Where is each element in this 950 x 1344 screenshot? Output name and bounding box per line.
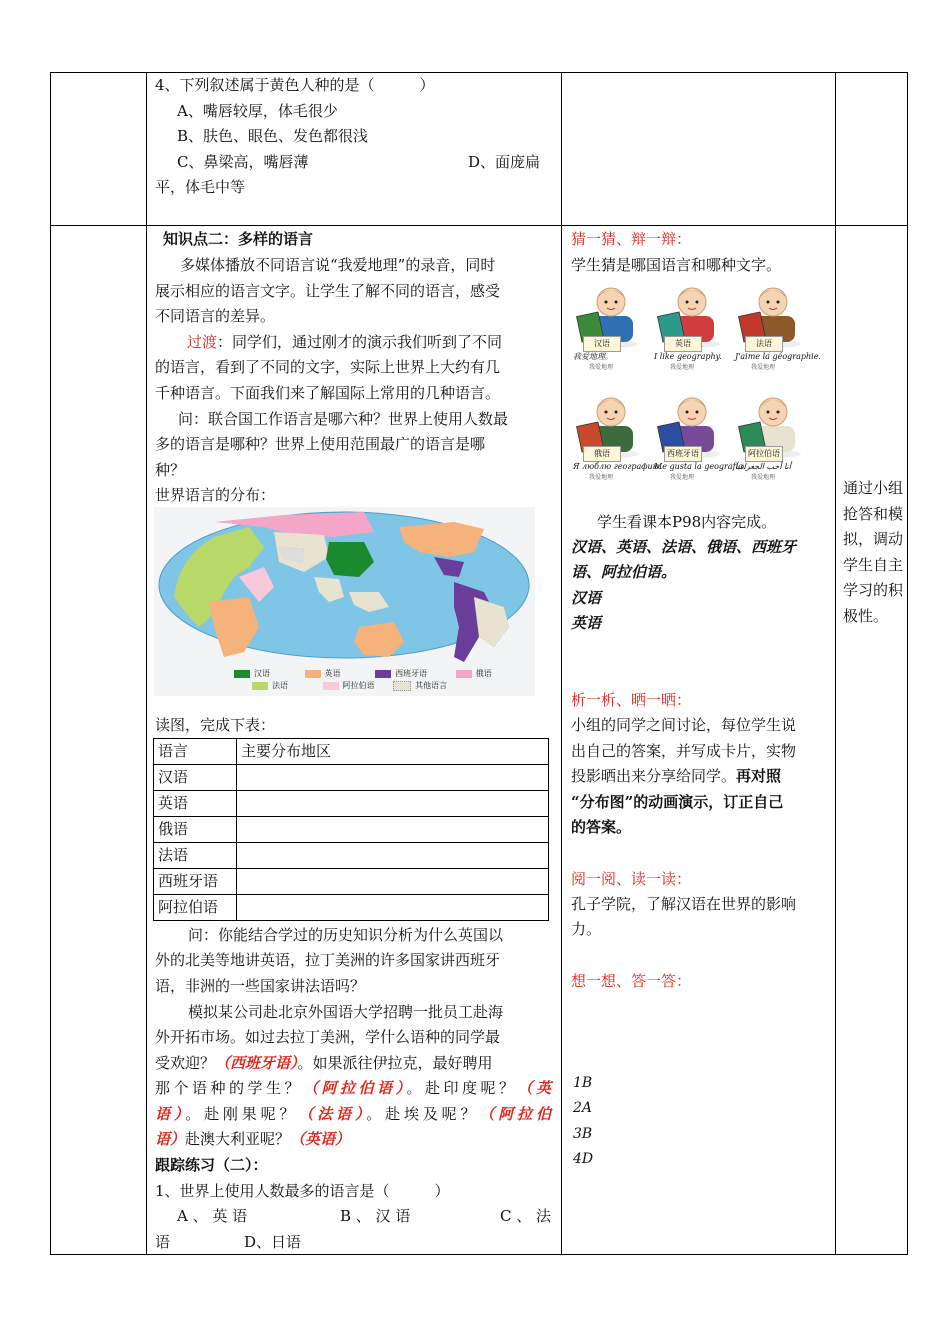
q4-option-d-start: D、面庞扁 bbox=[468, 153, 541, 171]
practice-1-stem: 1、世界上使用人数最多的语言是（ ） bbox=[155, 1182, 450, 1200]
table-header-row bbox=[154, 739, 549, 765]
practice-1-option-c-end: 语 bbox=[155, 1233, 171, 1251]
transition-line-3: 千种语言。下面我们来了解国际上常用的几种语言。 bbox=[155, 384, 501, 402]
intro-line-1: 多媒体播放不同语言说“我爱地理”的录音，同时 bbox=[180, 256, 496, 274]
sim-line-5: 语）。赴刚果呢？（法语）。赴埃及呢？（阿拉伯 bbox=[155, 1105, 551, 1123]
history-q-line-1: 问：你能结合学过的历史知识分析为什么英国以 bbox=[188, 926, 504, 944]
table-row bbox=[154, 817, 549, 843]
table-row bbox=[154, 791, 549, 817]
kid-language-tag: 俄语 bbox=[583, 446, 621, 462]
kid-card bbox=[652, 278, 733, 388]
answer-french: （法语） bbox=[298, 1105, 367, 1123]
intro-line-3: 不同语言的差异。 bbox=[155, 307, 276, 325]
kid-phrase: J'aime la géographie. bbox=[735, 352, 821, 361]
kid-phrase: Я люблю географию. bbox=[573, 462, 663, 471]
header-region: 主要分布地区 bbox=[237, 739, 549, 765]
answer-english: （英语） bbox=[290, 1130, 351, 1148]
analyze-line-1: 小组的同学之间讨论，每位学生说 bbox=[571, 716, 797, 734]
question-line-3: 种？ bbox=[155, 461, 186, 479]
legend-swatch-chinese bbox=[234, 670, 250, 678]
map-caption: 世界语言的分布： bbox=[155, 486, 276, 504]
answer-arabic-start: （阿拉伯 bbox=[479, 1105, 551, 1123]
intent-line-6: 极性。 bbox=[843, 606, 889, 625]
table-right-border bbox=[907, 72, 908, 1255]
kid-card bbox=[733, 278, 821, 388]
sim-line-3: 受欢迎？（西班牙语）。如果派往伊拉克，最好聘用 bbox=[155, 1054, 493, 1072]
analyze-line-3: 投影晒出来分享给同学。再对照 bbox=[571, 767, 782, 785]
intent-line-1: 通过小组 bbox=[843, 479, 904, 497]
col-divider-2 bbox=[561, 72, 562, 1255]
table-top-border bbox=[50, 72, 908, 73]
row-language: 俄语 bbox=[154, 817, 237, 843]
transition-label: 过渡 bbox=[187, 333, 218, 351]
practice-answer-3: 3B bbox=[573, 1126, 593, 1142]
read-title: 阅一阅、读一读： bbox=[571, 870, 692, 888]
q4-option-c: C、鼻梁高，嘴唇薄 bbox=[177, 153, 309, 171]
practice-1-option-d: D、日语 bbox=[244, 1233, 302, 1251]
kid-language-tag: 阿拉伯语 bbox=[745, 446, 783, 462]
section2-title: 知识点二：多样的语言 bbox=[163, 230, 314, 248]
kid-language-tag: 法语 bbox=[745, 336, 783, 352]
legend-row-2: 法语 阿拉伯语 其他语言 bbox=[234, 680, 524, 692]
kid-phrase: 我爱地理。 bbox=[573, 352, 613, 361]
kid-phrase: Me gusta la geografía. bbox=[654, 462, 746, 471]
table-bottom-border bbox=[50, 1254, 908, 1255]
guess-title: 猜一猜、辩一辩： bbox=[571, 230, 692, 248]
kid-card bbox=[571, 278, 652, 388]
legend-swatch-english bbox=[305, 670, 321, 678]
q4-option-b: B、肤色、眼色、发色都很浅 bbox=[177, 127, 369, 145]
analyze-line-5: 的答案。 bbox=[571, 818, 632, 836]
think-title: 想一想、答一答： bbox=[571, 972, 692, 990]
practice-1-option-b: B 、 汉 语 bbox=[340, 1207, 411, 1225]
table-row bbox=[154, 869, 549, 895]
history-q-line-3: 语，非洲的一些国家讲法语吗？ bbox=[155, 977, 366, 995]
answer-most-spoken: 汉语 bbox=[571, 589, 602, 607]
legend-swatch-russian bbox=[456, 670, 472, 678]
practice-title: 跟踪练习（二）： bbox=[155, 1156, 268, 1174]
kid-card bbox=[733, 388, 814, 498]
col-divider-3 bbox=[835, 72, 836, 1255]
intent-line-3: 拟，调动 bbox=[843, 530, 904, 548]
row-language: 汉语 bbox=[154, 765, 237, 791]
legend-swatch-other bbox=[393, 681, 411, 691]
read-map-instruction: 读图，完成下表： bbox=[155, 716, 276, 734]
book-instruction: 学生看课本P98内容完成。 bbox=[597, 513, 777, 531]
intro-line-2: 展示相应的语言文字。让学生了解不同的语言，感受 bbox=[155, 282, 501, 300]
q4-stem: 4、下列叙述属于黄色人种的是（ ） bbox=[155, 76, 435, 94]
sim-line-6: 语）赴澳大利亚呢？（英语） bbox=[155, 1130, 351, 1148]
row-region-cell[interactable] bbox=[237, 791, 549, 817]
sim-line-4: 那个语种的学生？（阿拉伯语）。赴印度呢？（英 bbox=[155, 1079, 551, 1097]
kid-phrase-caption: 我爱地理 bbox=[589, 364, 614, 371]
practice-answer-4: 4D bbox=[573, 1151, 594, 1167]
answer-languages-line-2: 语、阿拉伯语。 bbox=[571, 563, 677, 581]
row-region-cell[interactable] bbox=[237, 817, 549, 843]
kid-language-tag: 英语 bbox=[664, 336, 702, 352]
transition-line-1: 过渡：同学们，通过刚才的演示我们听到了不同 bbox=[187, 333, 503, 351]
map-legend bbox=[234, 668, 524, 692]
kid-card bbox=[571, 388, 663, 498]
intent-line-2: 抢答和模 bbox=[843, 504, 904, 523]
kid-phrase-caption: 我爱地理 bbox=[670, 364, 695, 371]
answer-most-widespread: 英语 bbox=[571, 614, 602, 632]
language-distribution-table bbox=[153, 738, 549, 921]
read-line-1: 孔子学院，了解汉语在世界的影响 bbox=[571, 895, 797, 913]
answer-languages-line-1: 汉语、英语、法语、俄语、西班牙 bbox=[571, 538, 797, 556]
row-region-cell[interactable] bbox=[237, 843, 549, 869]
question-line-1: 问：联合国工作语言是哪六种？世界上使用人数最 bbox=[178, 410, 509, 428]
answer-spanish: （西班牙语） bbox=[215, 1054, 298, 1072]
read-line-2: 力。 bbox=[571, 920, 602, 938]
history-q-line-2: 外的北美等地讲英语，拉丁美洲的许多国家讲西班牙 bbox=[155, 951, 501, 969]
practice-answer-1: 1B bbox=[573, 1075, 593, 1091]
sim-line-2: 外开拓市场。如过去拉丁美洲，学什么语种的同学最 bbox=[155, 1028, 501, 1046]
row-region-cell[interactable] bbox=[237, 895, 549, 921]
row-language: 西班牙语 bbox=[154, 869, 237, 895]
analyze-title: 析一析、晒一晒： bbox=[571, 691, 692, 709]
intent-line-4: 学生自主 bbox=[843, 555, 904, 574]
transition-line-2: 的语言，看到了不同的文字，实际上世界上大约有几 bbox=[155, 358, 501, 376]
table-left-border bbox=[50, 72, 51, 1255]
row-region-cell[interactable] bbox=[237, 869, 549, 895]
kid-phrase-caption: 我爱地理 bbox=[589, 474, 614, 481]
practice-1-option-a: A 、 英 语 bbox=[177, 1207, 248, 1225]
kids-language-illustration bbox=[571, 278, 821, 498]
row-language: 英语 bbox=[154, 791, 237, 817]
col-divider-1 bbox=[146, 72, 147, 1255]
table-row bbox=[154, 765, 549, 791]
analyze-line-2: 出自己的答案，并写成卡片，实物 bbox=[571, 742, 797, 760]
legend-swatch-french bbox=[252, 682, 268, 690]
practice-1-option-c: C 、 法 bbox=[500, 1207, 552, 1225]
table-row bbox=[154, 895, 549, 921]
design-intent-note bbox=[843, 476, 904, 629]
kid-phrase: I like geography. bbox=[654, 352, 722, 361]
intent-line-5: 学习的积 bbox=[843, 581, 904, 599]
q4-option-d-end: 平，体毛中等 bbox=[155, 178, 246, 196]
row-region-cell[interactable] bbox=[237, 765, 549, 791]
question-line-2: 多的语言是哪种？世界上使用范围最广的语言是哪 bbox=[155, 435, 486, 453]
kid-language-tag: 汉语 bbox=[583, 336, 621, 352]
kid-phrase-caption: 我爱地理 bbox=[751, 474, 776, 481]
answer-english-start: （英 bbox=[517, 1079, 551, 1097]
analyze-line-4: “分布图”的动画演示，订正自己 bbox=[571, 793, 784, 811]
kid-phrase-caption: 我爱地理 bbox=[751, 364, 776, 371]
kid-card bbox=[652, 388, 746, 498]
answer-arabic: （阿拉伯语） bbox=[302, 1079, 407, 1097]
row-divider bbox=[50, 225, 908, 226]
practice-answer-2: 2A bbox=[573, 1100, 593, 1116]
sim-line-1: 模拟某公司赴北京外国语大学招聘一批员工赴海 bbox=[188, 1003, 504, 1021]
world-language-map bbox=[154, 507, 535, 696]
legend-swatch-spanish bbox=[375, 670, 391, 678]
table-row bbox=[154, 843, 549, 869]
header-language: 语言 bbox=[154, 739, 237, 765]
legend-swatch-arabic bbox=[323, 682, 339, 690]
row-language: 阿拉伯语 bbox=[154, 895, 237, 921]
kid-language-tag: 西班牙语 bbox=[664, 446, 702, 462]
row-language: 法语 bbox=[154, 843, 237, 869]
q4-option-a: A、嘴唇较厚，体毛很少 bbox=[177, 102, 338, 120]
guess-text: 学生猜是哪国语言和哪种文字。 bbox=[571, 256, 782, 274]
legend-row-1: 汉语 英语 西班牙语 俄语 bbox=[234, 668, 524, 680]
kid-phrase-caption: 我爱地理 bbox=[670, 474, 695, 481]
kid-phrase: أنا أحب الجغرافيا bbox=[735, 462, 791, 471]
